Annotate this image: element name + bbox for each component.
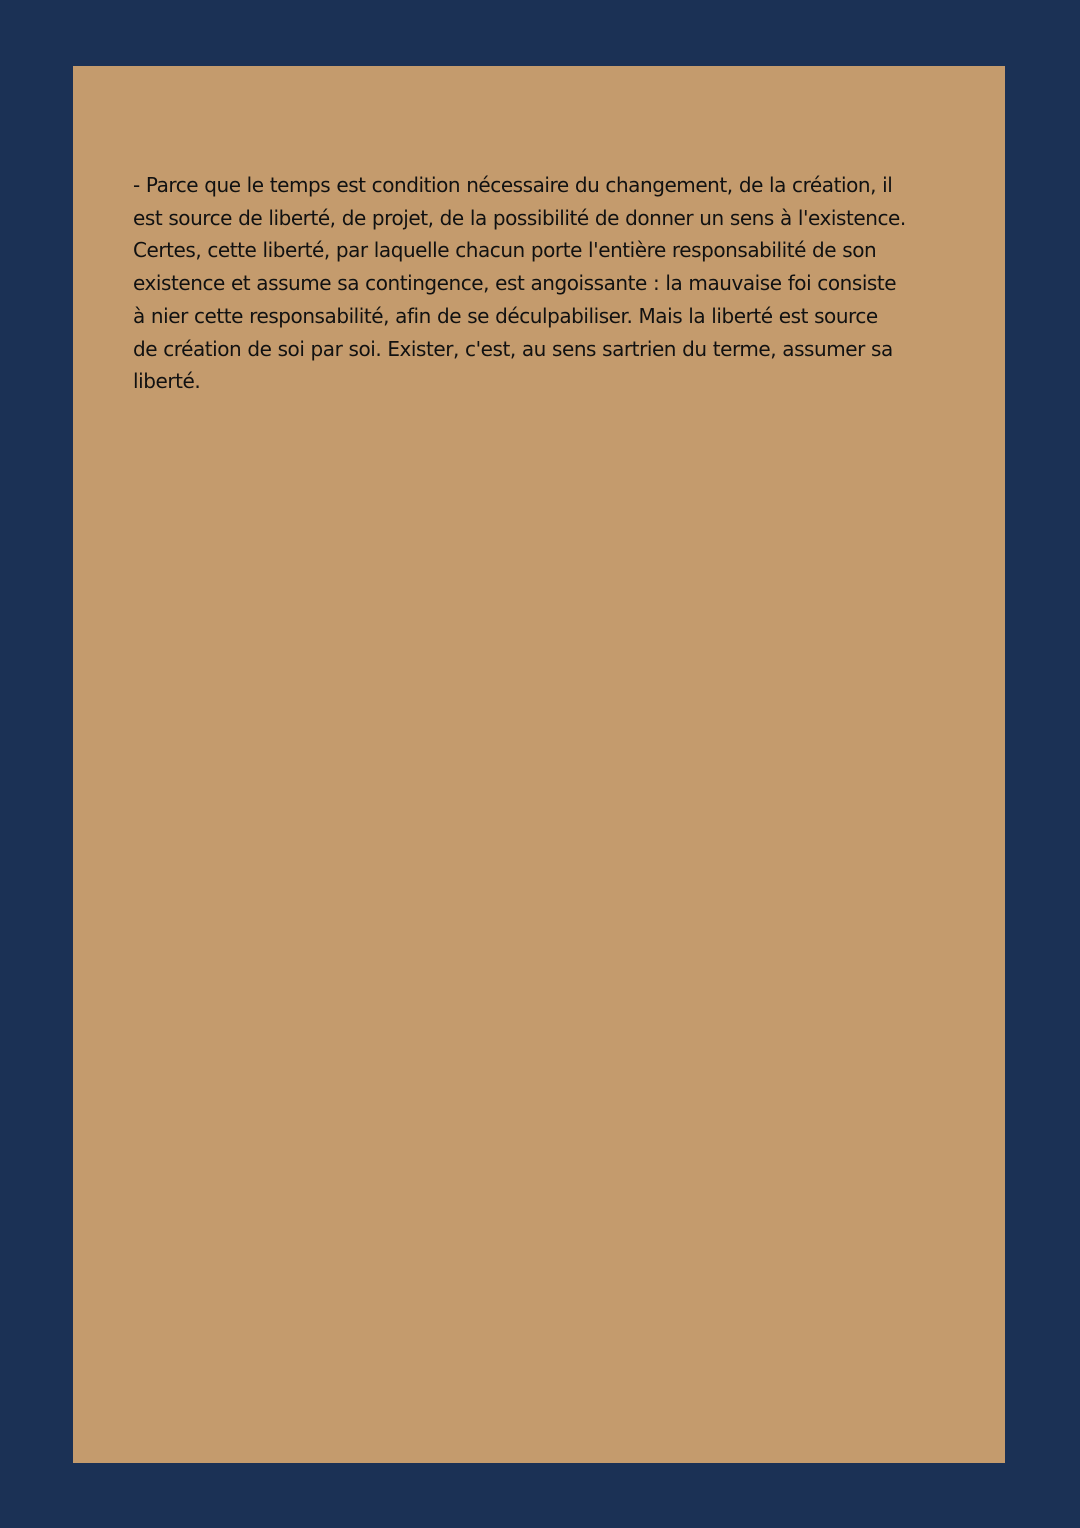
paragraph-line: existence et assume sa contingence, est angoissante : la mauvaise foi consiste bbox=[133, 271, 897, 296]
page-panel bbox=[73, 66, 1005, 1463]
paragraph-line: de création de soi par soi. Exister, c'est, au sens sartrien du terme, assumer sa bbox=[133, 336, 893, 361]
paragraph-line: à nier cette responsabilité, afin de se déculpabiliser. Mais la liberté est source bbox=[133, 303, 878, 328]
body-paragraph bbox=[133, 169, 963, 398]
paragraph-line: - Parce que le temps est condition nécessaire du changement, de la création, il bbox=[133, 173, 893, 197]
paragraph-line: liberté. bbox=[133, 369, 201, 394]
paragraph-line: Certes, cette liberté, par laquelle chacun porte l'entière responsabilité de son bbox=[133, 238, 877, 263]
paragraph-line: est source de liberté, de projet, de la possibilité de donner un sens à l'existence. bbox=[133, 205, 906, 230]
